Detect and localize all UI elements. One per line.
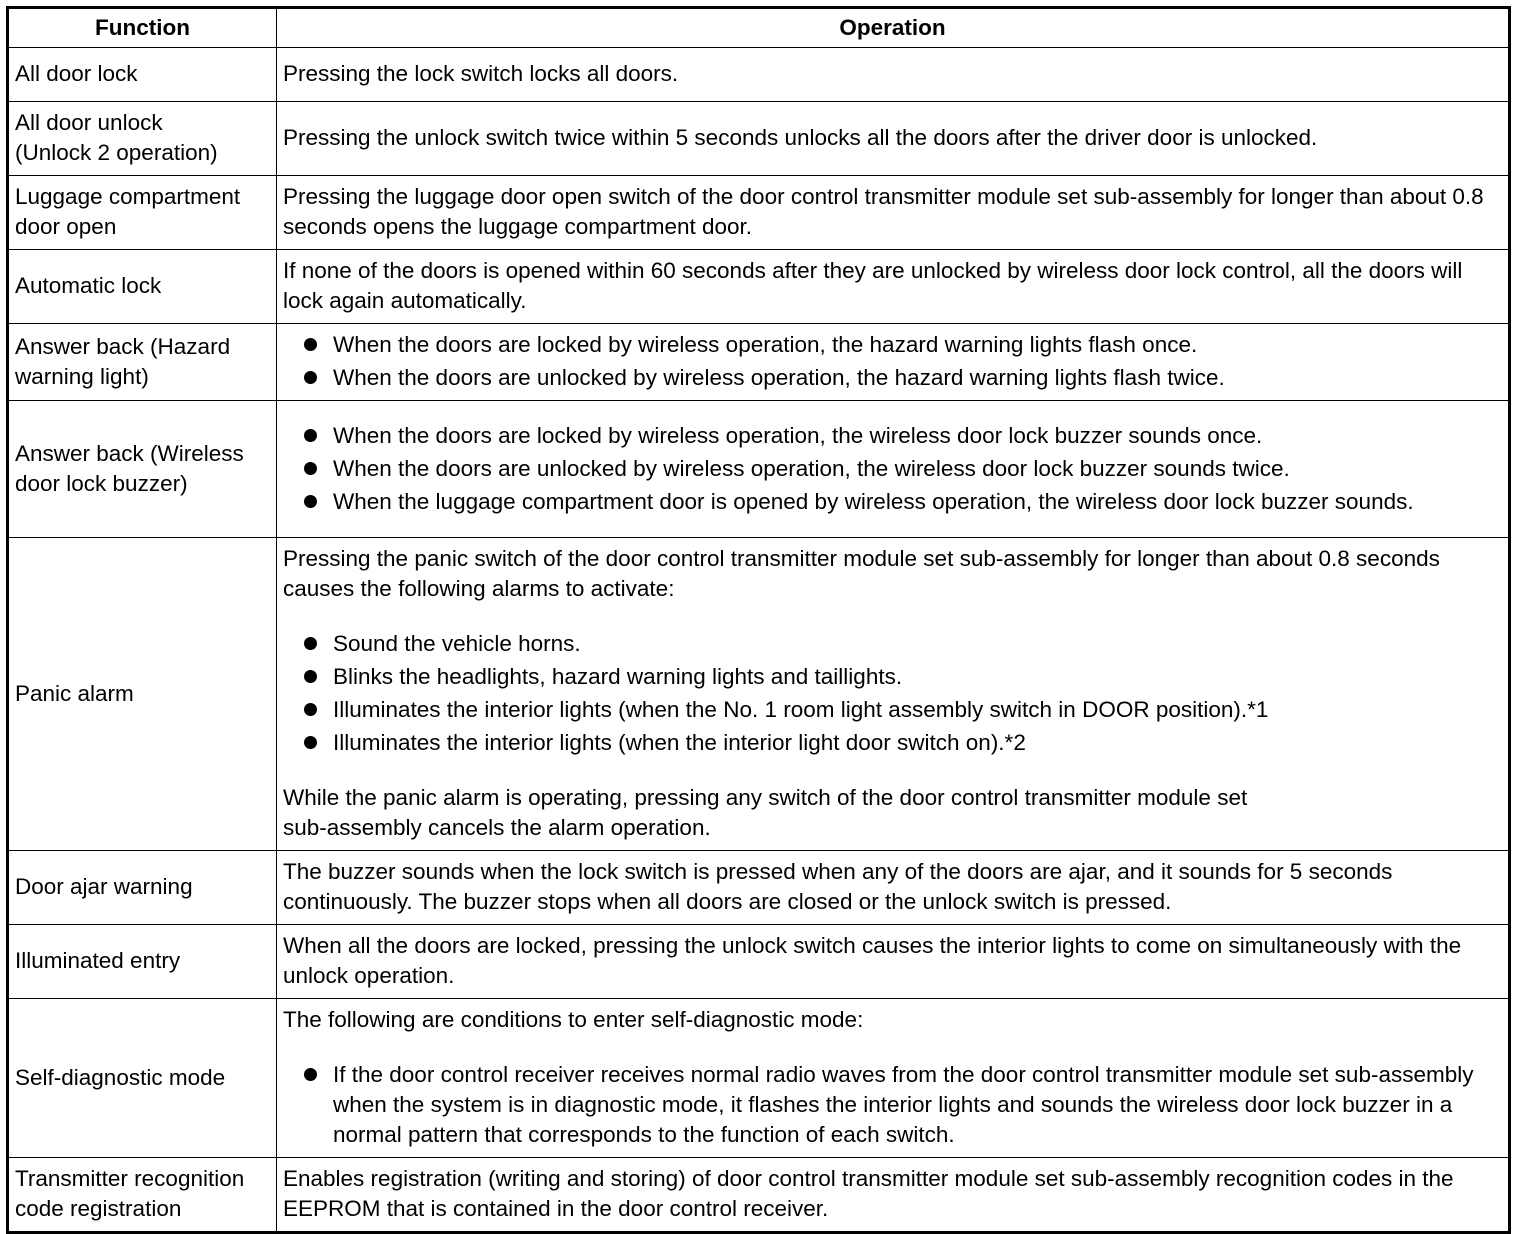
bullet-item: Illuminates the interior lights (when the interior light door switch on).*2 <box>283 728 1501 758</box>
function-line: All door unlock <box>15 110 163 135</box>
bullet-item: When the luggage compartment door is opened by wireless operation, the wireless door lock buzzer sounds. <box>283 487 1501 517</box>
operation-cell <box>277 538 1510 851</box>
function-cell <box>8 176 277 250</box>
table-row <box>8 250 1510 324</box>
operation-cell <box>277 999 1510 1158</box>
operation-cell: Pressing the unlock switch twice within 5 seconds unlocks all the doors after the driver door is unlocked. <box>277 102 1510 176</box>
table-row <box>8 324 1510 401</box>
function-operation-table <box>6 6 1511 1234</box>
bullet-list <box>283 330 1501 393</box>
bullet-list <box>283 629 1501 758</box>
operation-cell: Enables registration (writing and storing) of door control transmitter module set sub-assembly recognition codes in the EEPROM that is contained in the door control receiver. <box>277 1158 1510 1233</box>
function-cell: Illuminated entry <box>8 925 277 999</box>
function-line: warning light) <box>15 363 149 389</box>
function-cell: Door ajar warning <box>8 851 277 925</box>
bullet-item: If the door control receiver receives normal radio waves from the door control transmitter module set sub-assembly when the system is in diagnostic mode, it flashes the interior lights and sounds the wireless door lock buzzer in a normal pattern that corresponds to the function of each switch. <box>283 1060 1501 1150</box>
function-cell <box>8 401 277 538</box>
function-line: door open <box>15 214 117 239</box>
function-line: door lock buzzer) <box>15 470 188 496</box>
function-cell: Self-diagnostic mode <box>8 999 277 1158</box>
operation-cell <box>277 401 1510 538</box>
operation-cell: The buzzer sounds when the lock switch is pressed when any of the doors are ajar, and it sounds for 5 seconds continuously. The buzzer stops when all doors are closed or the unlock switch is pressed. <box>277 851 1510 925</box>
function-cell <box>8 102 277 176</box>
function-line: Answer back (Wireless <box>15 440 244 466</box>
table-row <box>8 176 1510 250</box>
table-row <box>8 48 1510 102</box>
bullet-item: When the doors are unlocked by wireless operation, the hazard warning lights flash twice. <box>283 363 1501 393</box>
bullet-item: When the doors are locked by wireless operation, the hazard warning lights flash once. <box>283 330 1501 360</box>
bullet-list <box>283 1060 1501 1150</box>
bullet-item: When the doors are locked by wireless operation, the wireless door lock buzzer sounds once. <box>283 421 1501 451</box>
operation-cell: Pressing the luggage door open switch of the door control transmitter module set sub-assembly for longer than about 0.8 seconds opens the luggage compartment door. <box>277 176 1510 250</box>
function-line: Transmitter recognition <box>15 1166 245 1191</box>
table-row <box>8 1158 1510 1233</box>
operation-intro: Pressing the panic switch of the door control transmitter module set sub-assembly for longer than about 0.8 seconds causes the following alarms to activate: <box>283 546 1440 601</box>
operation-outro-line: sub-assembly cancels the alarm operation. <box>283 815 711 840</box>
table-row <box>8 925 1510 999</box>
function-line: Answer back (Hazard <box>15 333 231 359</box>
operation-cell: Pressing the lock switch locks all doors. <box>277 48 1510 102</box>
table-row <box>8 999 1510 1158</box>
function-cell: Automatic lock <box>8 250 277 324</box>
bullet-item: Illuminates the interior lights (when the No. 1 room light assembly switch in DOOR position).*1 <box>283 695 1501 725</box>
table-row <box>8 401 1510 538</box>
operation-cell: When all the doors are locked, pressing the unlock switch causes the interior lights to come on simultaneously with the unlock operation. <box>277 925 1510 999</box>
bullet-item: Blinks the headlights, hazard warning lights and taillights. <box>283 662 1501 692</box>
function-cell <box>8 324 277 401</box>
table-row <box>8 102 1510 176</box>
function-line: Luggage compartment <box>15 184 241 209</box>
function-line: code registration <box>15 1196 182 1221</box>
header-row <box>8 8 1510 48</box>
function-cell: Panic alarm <box>8 538 277 851</box>
bullet-list <box>283 421 1501 517</box>
bullet-item: When the doors are unlocked by wireless operation, the wireless door lock buzzer sounds twice. <box>283 454 1501 484</box>
function-cell <box>8 1158 277 1233</box>
operation-cell <box>277 324 1510 401</box>
bullet-item: Sound the vehicle horns. <box>283 629 1501 659</box>
operation-intro: The following are conditions to enter self-diagnostic mode: <box>283 1007 864 1032</box>
operation-outro-line: While the panic alarm is operating, pressing any switch of the door control transmitter module set <box>283 785 1248 810</box>
function-cell: All door lock <box>8 48 277 102</box>
function-line: (Unlock 2 operation) <box>15 140 218 165</box>
operation-cell: If none of the doors is opened within 60 seconds after they are unlocked by wireless door lock control, all the doors will lock again automatically. <box>277 250 1510 324</box>
header-operation: Operation <box>277 8 1510 48</box>
table-row <box>8 851 1510 925</box>
table-row <box>8 538 1510 851</box>
header-function: Function <box>8 8 277 48</box>
